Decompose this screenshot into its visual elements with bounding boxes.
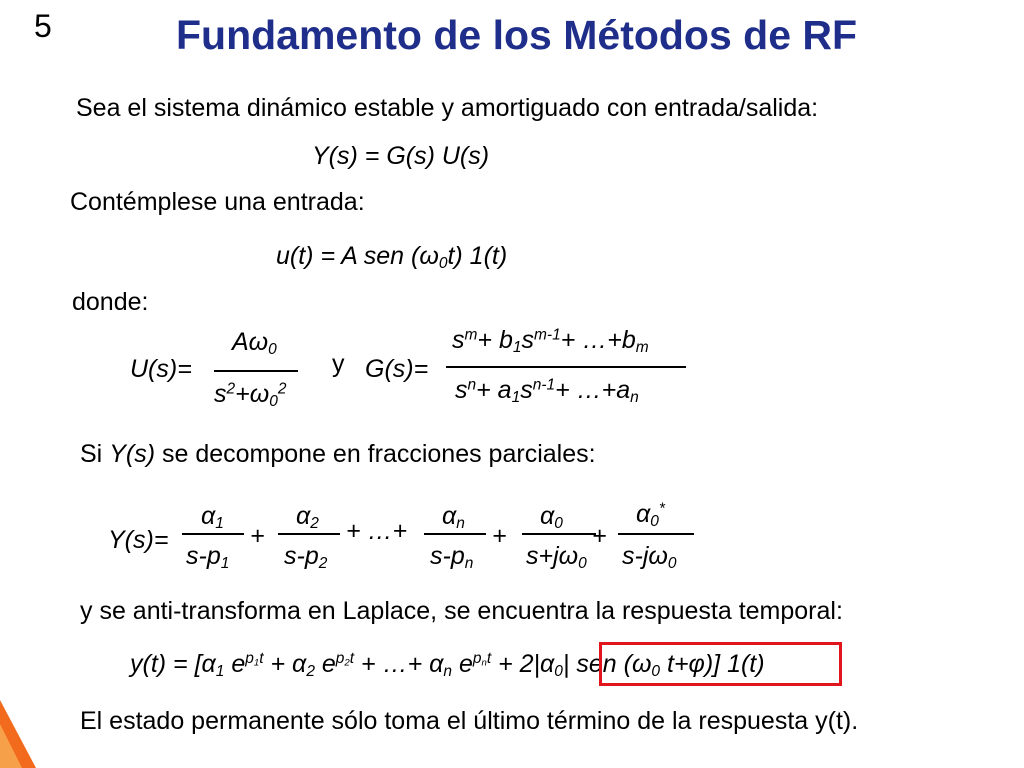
slide-number: 5 <box>34 8 52 44</box>
gs-fraction-bar <box>446 366 686 368</box>
ellipsis-sum: + …+ <box>346 517 408 545</box>
corner-decoration <box>0 700 40 768</box>
term2-fraction-bar <box>278 533 340 535</box>
gs-label: G(s)= <box>365 355 429 383</box>
input-equation: u(t) = A sen $(\omega_0t)$ 1(t) <box>276 242 508 272</box>
ys-label: Y(s)= <box>108 526 169 554</box>
term0-denominator: $s+j\omega_0$ <box>526 542 587 572</box>
term1-denominator: $s-p_1$ <box>186 542 230 572</box>
us-denominator: $s^2+\omega_0^2$ <box>214 380 287 410</box>
gs-denominator: $s^n+ a_1s^{n-1}+$ $\dots+a_n$ <box>455 376 639 406</box>
steady-state-highlight-box <box>599 642 842 686</box>
termn-fraction-bar <box>424 533 486 535</box>
us-label: U(s)= <box>130 355 192 383</box>
laplace-text: y se anti-transforma en Laplace, se encuentra la respuesta temporal: <box>80 597 843 625</box>
term2-numerator: $\alpha_2$ <box>296 502 319 532</box>
term0-fraction-bar <box>522 533 596 535</box>
term0-numerator: $\alpha_0$ <box>540 502 563 532</box>
yt-equation: $y(t) = [\alpha_1$ $e^{p_1t} + \alpha_2$ $e^{p_2t}$ + …+ $\alpha_n$ $e^{p_nt} + 2|\alpha_0|$ sen ($\omega_0$ t+φ)] 1(t) <box>130 650 765 680</box>
plus-sign: + <box>592 522 607 550</box>
partial-fractions-text: Si Y(s) se decompone en fracciones parciales: <box>80 440 596 468</box>
gs-numerator: $s^m+ b_1s^{m-1}+$ $\dots+b_m$ <box>452 326 649 356</box>
term1-numerator: $\alpha_1$ <box>201 502 224 532</box>
term0-conj-denominator: $s-j\omega_0$ <box>622 542 677 572</box>
us-fraction-bar <box>214 370 298 372</box>
intro-text: Sea el sistema dinámico estable y amortiguado con entrada/salida: <box>76 94 819 122</box>
where-text: donde: <box>72 288 149 316</box>
and-text: y <box>332 350 345 378</box>
term0-conj-fraction-bar <box>618 533 694 535</box>
term2-denominator: $s-p_2$ <box>284 542 328 572</box>
conclusion-text: El estado permanente sólo toma el último término de la respuesta y(t). <box>80 707 859 735</box>
term0-conj-numerator: $\alpha_0^*$ <box>636 500 665 530</box>
term1-fraction-bar <box>182 533 244 535</box>
slide-title: Fundamento de los Métodos de RF <box>176 12 858 58</box>
termn-numerator: $\alpha_n$ <box>442 502 465 532</box>
termn-denominator: $s-p_n$ <box>430 542 474 572</box>
input-text: Contémplese una entrada: <box>70 188 365 216</box>
system-equation: Y(s) = G(s) U(s) <box>312 142 490 170</box>
us-numerator: $A\omega_0$ <box>232 328 277 358</box>
plus-sign: + <box>250 522 265 550</box>
plus-sign: + <box>492 522 507 550</box>
